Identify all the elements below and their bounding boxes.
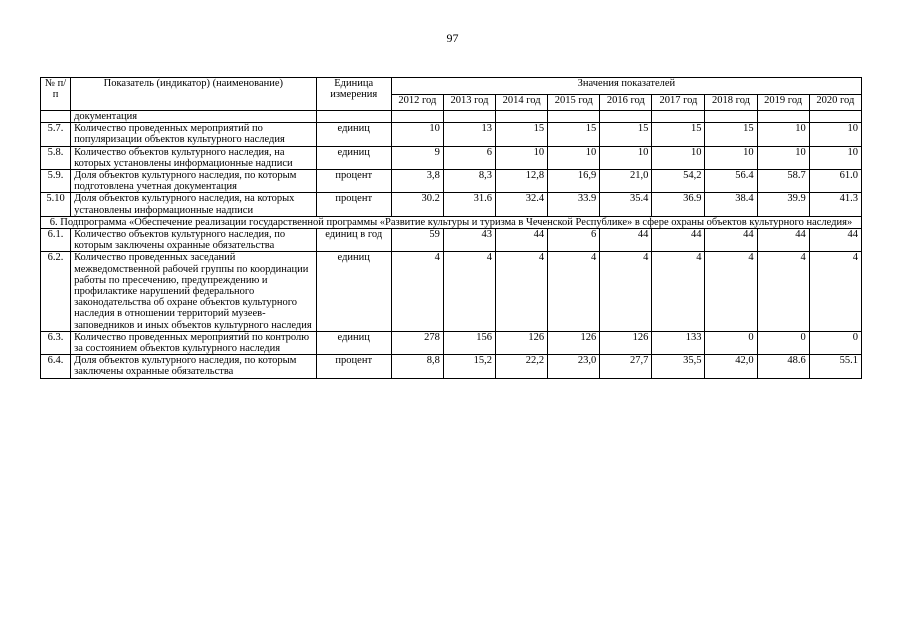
indicator-name: Доля объектов культурного наследия, на которых установлены информационные надписи (71, 193, 317, 216)
unit-cell: процент (316, 170, 391, 193)
value-cell: 54,2 (652, 170, 705, 193)
value-cell: 31.6 (443, 193, 495, 216)
value-cell: 4 (391, 252, 443, 331)
continuation-text: документация (71, 111, 317, 123)
value-cell: 48.6 (757, 355, 809, 378)
value-cell: 44 (496, 229, 548, 252)
unit-cell: единиц (316, 146, 391, 169)
indicator-name: Количество проведенных мероприятий по контролю за состоянием объектов культурного наследия (71, 331, 317, 354)
table-row (41, 146, 862, 169)
indicator-name: Доля объектов культурного наследия, по которым заключены охранные обязательства (71, 355, 317, 378)
row-number: 5.7. (41, 123, 71, 146)
value-cell: 8,8 (391, 355, 443, 378)
value-cell: 21,0 (600, 170, 652, 193)
value-cell: 15 (652, 123, 705, 146)
value-cell: 133 (652, 331, 705, 354)
value-cell: 126 (600, 331, 652, 354)
header-year: 2013 год (443, 94, 495, 111)
header-num: № п/п (41, 78, 71, 111)
value-cell: 44 (652, 229, 705, 252)
header-year: 2020 год (809, 94, 861, 111)
header-values-group: Значения показателей (391, 78, 861, 95)
value-cell: 13 (443, 123, 495, 146)
value-cell: 22,2 (496, 355, 548, 378)
row-number: 6.1. (41, 229, 71, 252)
value-cell: 10 (757, 146, 809, 169)
value-cell: 278 (391, 331, 443, 354)
value-cell: 44 (809, 229, 861, 252)
value-cell: 55.1 (809, 355, 861, 378)
table-row (41, 355, 862, 378)
value-cell: 38.4 (705, 193, 757, 216)
header-year: 2015 год (548, 94, 600, 111)
header-year: 2019 год (757, 94, 809, 111)
value-cell: 126 (548, 331, 600, 354)
indicator-name: Количество проведенных мероприятий по популяризации объектов культурного наследия (71, 123, 317, 146)
value-cell: 32.4 (496, 193, 548, 216)
value-cell: 33.9 (548, 193, 600, 216)
value-cell: 6 (548, 229, 600, 252)
value-cell: 15 (548, 123, 600, 146)
value-cell: 156 (443, 331, 495, 354)
value-cell: 10 (757, 123, 809, 146)
value-cell: 4 (600, 252, 652, 331)
row-number: 5.10 (41, 193, 71, 216)
value-cell: 10 (809, 146, 861, 169)
indicator-name: Количество объектов культурного наследия, на которых установлены информационные надписи (71, 146, 317, 169)
unit-cell: процент (316, 355, 391, 378)
header-year: 2018 год (705, 94, 757, 111)
value-cell: 10 (600, 146, 652, 169)
continuation-num-cell (41, 111, 71, 123)
value-cell: 16,9 (548, 170, 600, 193)
value-cell: 59 (391, 229, 443, 252)
value-cell: 15 (705, 123, 757, 146)
value-cell: 44 (705, 229, 757, 252)
value-cell: 8,3 (443, 170, 495, 193)
value-cell: 15 (600, 123, 652, 146)
value-cell: 23,0 (548, 355, 600, 378)
indicator-name: Доля объектов культурного наследия, по которым подготовлена учетная документация (71, 170, 317, 193)
header-year: 2016 год (600, 94, 652, 111)
indicator-name: Количество проведенных заседаний межведомственной рабочей группы по координации работы по пресечению, предупреждению и профилактике нарушений федерального законодательства об охране объектов культурного наследия в отношении территорий музеев-заповедников и иных объектов культурного наследия (71, 252, 317, 331)
unit-cell: единиц (316, 331, 391, 354)
value-cell: 3,8 (391, 170, 443, 193)
value-cell: 41.3 (809, 193, 861, 216)
table-row (41, 123, 862, 146)
value-cell: 10 (548, 146, 600, 169)
value-cell: 43 (443, 229, 495, 252)
value-cell: 10 (809, 123, 861, 146)
unit-cell: процент (316, 193, 391, 216)
value-cell: 6 (443, 146, 495, 169)
unit-cell: единиц в год (316, 229, 391, 252)
value-cell: 35.4 (600, 193, 652, 216)
value-cell: 4 (705, 252, 757, 331)
header-year: 2014 год (496, 94, 548, 111)
header-year: 2017 год (652, 94, 705, 111)
unit-cell: единиц (316, 123, 391, 146)
table-row (41, 331, 862, 354)
header-unit: Единица измерения (316, 78, 391, 111)
value-cell: 39.9 (757, 193, 809, 216)
indicators-table (40, 77, 862, 379)
value-cell: 35,5 (652, 355, 705, 378)
unit-cell: единиц (316, 252, 391, 331)
value-cell: 126 (496, 331, 548, 354)
value-cell: 0 (809, 331, 861, 354)
value-cell: 4 (496, 252, 548, 331)
value-cell: 4 (652, 252, 705, 331)
row-number: 6.3. (41, 331, 71, 354)
continuation-unit-cell (316, 111, 391, 123)
continuation-row (41, 111, 862, 123)
row-number: 5.9. (41, 170, 71, 193)
section-row (41, 216, 862, 228)
value-cell: 4 (443, 252, 495, 331)
table-row (41, 170, 862, 193)
value-cell: 30.2 (391, 193, 443, 216)
value-cell: 42,0 (705, 355, 757, 378)
table-row (41, 193, 862, 216)
value-cell: 15,2 (443, 355, 495, 378)
header-indicator: Показатель (индикатор) (наименование) (71, 78, 317, 111)
header-year: 2012 год (391, 94, 443, 111)
value-cell: 4 (809, 252, 861, 331)
indicator-name: Количество объектов культурного наследия, по которым заключены охранные обязательства (71, 229, 317, 252)
table-row (41, 229, 862, 252)
value-cell: 44 (600, 229, 652, 252)
value-cell: 4 (757, 252, 809, 331)
value-cell: 36.9 (652, 193, 705, 216)
value-cell: 58.7 (757, 170, 809, 193)
section-heading: 6. Подпрограмма «Обеспечение реализации государственной программы «Развитие культуры и туризма в Чеченской Республике» в сфере охраны объектов культурного наследия» (41, 216, 862, 228)
value-cell: 0 (705, 331, 757, 354)
value-cell: 10 (705, 146, 757, 169)
value-cell: 0 (757, 331, 809, 354)
page-number: 97 (446, 31, 459, 45)
value-cell: 56.4 (705, 170, 757, 193)
value-cell: 10 (652, 146, 705, 169)
row-number: 6.4. (41, 355, 71, 378)
value-cell: 9 (391, 146, 443, 169)
value-cell: 10 (391, 123, 443, 146)
row-number: 6.2. (41, 252, 71, 331)
value-cell: 61.0 (809, 170, 861, 193)
value-cell: 44 (757, 229, 809, 252)
value-cell: 12,8 (496, 170, 548, 193)
value-cell: 27,7 (600, 355, 652, 378)
value-cell: 4 (548, 252, 600, 331)
value-cell: 10 (496, 146, 548, 169)
row-number: 5.8. (41, 146, 71, 169)
table-row (41, 252, 862, 331)
value-cell: 15 (496, 123, 548, 146)
